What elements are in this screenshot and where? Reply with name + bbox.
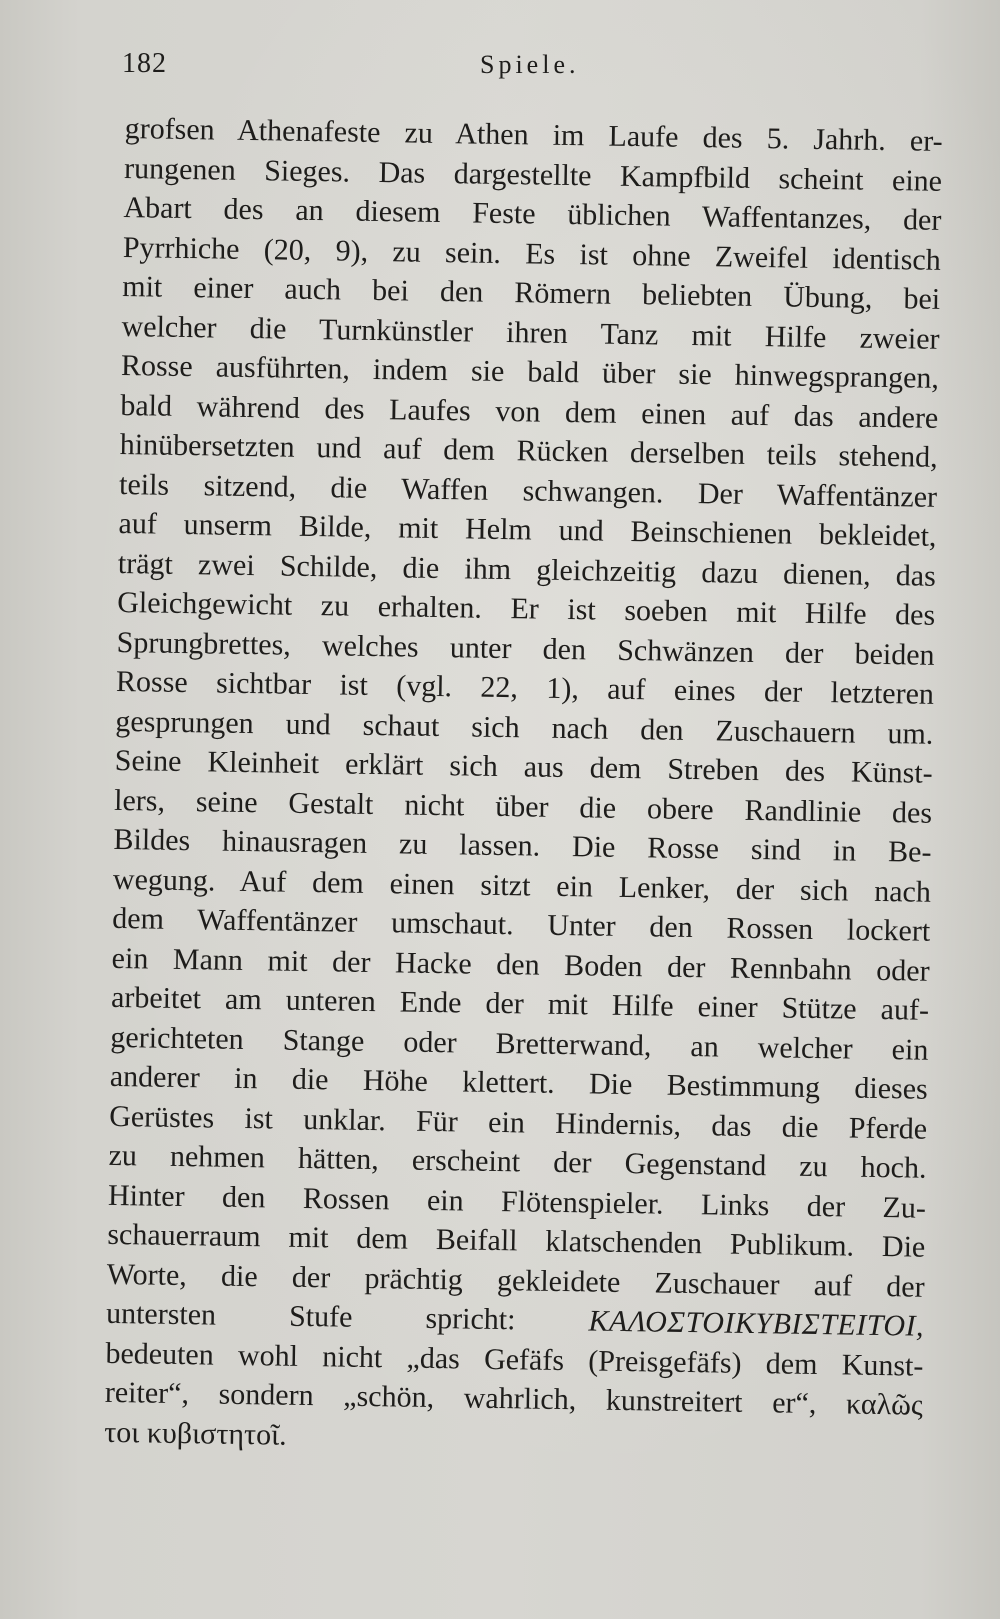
text-line: trägt zwei Schilde, die ihm gleichzeitig dazu dienen, das: [117, 546, 937, 593]
text-line: bald während des Laufes von dem einen auf das andere: [120, 388, 939, 435]
text-line: gerichteten Stange oder Bretterwand, an welcher ein: [110, 1020, 929, 1067]
text-line: Gerüstes ist unklar. Für ein Hindernis, das die Pferde: [108, 1099, 928, 1146]
text-line: ein Mann mit der Hacke den Boden der Rennbahn oder: [111, 941, 930, 988]
page-header: [0, 48, 1000, 88]
text-line: rungenen Sieges. Das dargestellte Kampfbild scheint eine: [123, 151, 943, 198]
greek-inscription: ΚΑΛΟΣΤΟΙΚΥΒΙΣΤΕΙΤΟΙ,: [588, 1304, 925, 1343]
text-line: Rosse ausführten, indem sie bald über sie hinwegsprangen,: [120, 348, 940, 395]
text-line: bedeuten wohl nicht „das Gefäfs (Preisgefäfs) dem Kunst-: [105, 1336, 924, 1383]
text-line: Sprungbrettes, welches unter den Schwänzen der beiden: [116, 625, 935, 672]
text-line: grofsen Athenafeste zu Athen im Laufe des 5. Jahrh. er-: [124, 112, 943, 158]
text-line: Gleichgewicht zu erhalten. Er ist soeben mit Hilfe des: [117, 585, 936, 632]
text-line: schauerraum mit dem Beifall klatschenden Publikum. Die: [107, 1217, 926, 1264]
text-line: Hinter den Rossen ein Flötenspieler. Links der Zu-: [107, 1178, 927, 1225]
text-line: Abart des an diesem Feste üblichen Waffentanzes, der: [123, 191, 942, 237]
text-line: hinübersetzten und auf dem Rücken derselben teils stehend,: [119, 427, 938, 474]
body-text: [11, 107, 1000, 1452]
text-line: dem Waffentänzer umschaut. Unter den Rossen lockert: [112, 901, 931, 948]
text-line: Worte, die der prächtig gekleidete Zuschauer auf der: [106, 1257, 925, 1304]
running-head: Spiele.: [480, 50, 580, 79]
text-line: teils sitzend, die Waffen schwangen. Der Waffentänzer: [118, 467, 938, 514]
text-line: arbeitet am unteren Ende der mit Hilfe einer Stütze auf-: [110, 980, 930, 1027]
text-line-last: τοι κυβιστητοῖ.: [104, 1415, 287, 1452]
text-line: Rosse sichtbar ist (vgl. 22, 1), auf eines der letzteren: [115, 664, 935, 711]
text-line: anderer in die Höhe klettert. Die Bestimmung dieses: [109, 1059, 929, 1106]
inscription-lead-text: untersten Stufe spricht:: [105, 1296, 516, 1337]
text-line: Pyrrhiche (20, 9), zu sein. Es ist ohne Zweifel identisch: [122, 230, 942, 277]
text-line: reiter“, sondern „schön, wahrlich, kunstreitert er“, καλῶς: [104, 1375, 924, 1422]
text-line: Seine Kleinheit erklärt sich aus dem Streben des Künst-: [114, 743, 933, 790]
text-line: auf unserm Bilde, mit Helm und Beinschienen bekleidet,: [118, 506, 937, 553]
text-line: gesprungen und schaut sich nach den Zuschauern um.: [115, 704, 934, 751]
text-line: Bildes hinausragen zu lassen. Die Rosse sind in Be-: [113, 822, 932, 869]
text-line: wegung. Auf dem einen sitzt ein Lenker, der sich nach: [112, 862, 932, 909]
text-line: lers, seine Gestalt nicht über die obere Randlinie des: [113, 783, 933, 830]
text-line: welcher die Turnkünstler ihren Tanz mit Hilfe zweier: [121, 309, 940, 356]
page-number: 182: [122, 48, 167, 79]
text-line: zu nehmen hätten, erscheint der Gegenstand zu hoch.: [108, 1138, 927, 1185]
text-line: mit einer auch bei den Römern beliebten Übung, bei: [121, 270, 941, 316]
